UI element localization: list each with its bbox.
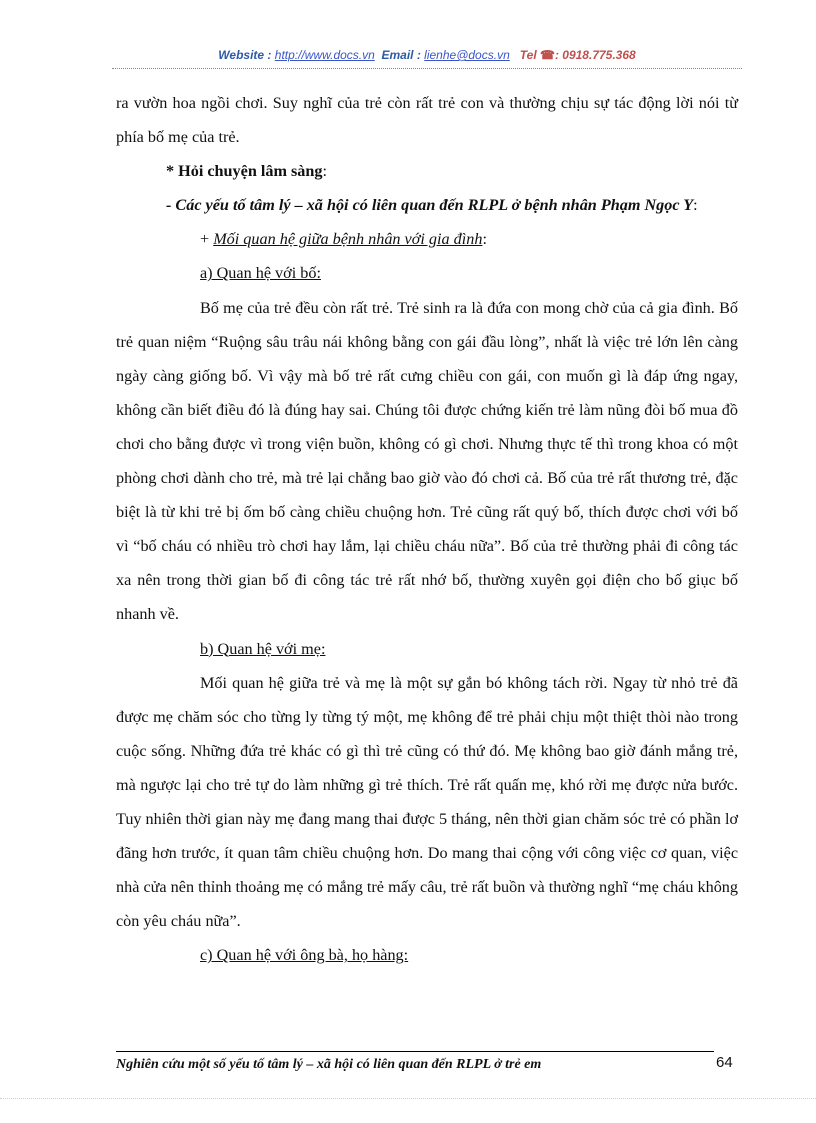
tel-value: : 0918.775.368 [554,48,636,62]
page-bottom-edge [0,1098,816,1099]
header-divider [112,68,742,69]
grandparents-heading [116,938,738,972]
grandparents-heading-text: c) Quan hệ với ông bà, họ hàng: [200,946,409,965]
footer-title: Nghiên cứu một số yếu tố tâm lý – xã hội có liên quan đến RLPL ở trẻ em [116,1057,542,1072]
phone-icon: ☎ [540,48,555,62]
page-number: 64 [716,1054,733,1071]
body-text [116,86,738,972]
email-link[interactable]: lienhe@docs.vn [424,48,510,62]
email-separator: : [413,48,425,62]
father-heading-text: a) Quan hệ với bố: [200,264,321,283]
clinical-heading-text: * Hỏi chuyện lâm sàng [166,162,323,181]
family-heading [116,222,738,256]
footer-divider [116,1051,714,1052]
intro-paragraph: ra vườn hoa ngồi chơi. Suy nghĩ của trẻ còn rất trẻ con và thường chịu sự tác động lời nói từ phía bố mẹ của trẻ. [116,94,738,147]
clinical-heading [116,154,738,188]
factors-heading-text: - Các yếu tố tâm lý – xã hội có liên quan đến RLPL ở bệnh nhân Phạm Ngọc Y [166,196,694,215]
mother-paragraph: Mối quan hệ giữa trẻ và mẹ là một sự gắn bó không tách rời. Ngay từ nhỏ trẻ đã được mẹ chăm sóc cho từng ly từng tý một, mẹ không để trẻ phải chịu một thiệt thòi nào trong cuộc sống. Những đứa trẻ khác có gì thì trẻ cũng có thứ đó. Mẹ không bao giờ đánh mắng trẻ, mà ngược lại cho trẻ tự do làm những gì trẻ thích. Trẻ rất quấn mẹ, khó rời mẹ được nửa bước. Tuy nhiên thời gian này mẹ đang mang thai được 5 tháng, nên thời gian chăm sóc trẻ có phần lơ đãng hơn trước, ít quan tâm chiều chuộng hơn. Do mang thai cộng với công việc cơ quan, việc nhà cửa nên thỉnh thoảng mẹ có mắng trẻ mấy câu, trẻ rất buồn và thường nghĩ “mẹ cháu không còn yêu cháu nữa”. [116,673,738,931]
mother-heading-text: b) Quan hệ với mẹ: [200,639,326,658]
factors-heading [116,188,738,222]
page-header [112,48,742,68]
email-label: Email [381,48,414,62]
tel-label: Tel [519,48,540,62]
father-heading [116,256,738,290]
father-paragraph: Bố mẹ của trẻ đều còn rất trẻ. Trẻ sinh ra là đứa con mong chờ của cả gia đình. Bố trẻ quan niệm “Ruộng sâu trâu nái không bằng con gái đầu lòng”, nhất là việc trẻ lớn lên càng ngày càng giống bố. Vì vậy mà bố trẻ rất cưng chiều con gái, con muốn gì là đáp ứng ngay, không cần biết điều đó là đúng hay sai. Chúng tôi được chứng kiến trẻ làm nũng đòi bố mua đồ chơi cho bằng được vì trong viện buồn, không có gì chơi. Nhưng thực tế thì trong khoa có một phòng chơi dành cho trẻ, mà trẻ lại chẳng bao giờ vào đó chơi cả. Bố của trẻ rất thương trẻ, đặc biệt là từ khi trẻ bị ốm bố càng chiều chuộng hơn. Trẻ cũng rất quý bố, thích được chơi với bố vì “bố cháu có nhiều trò chơi hay lắm, lại chiều cháu nữa”. Bố của trẻ thường phải đi công tác xa nên trong thời gian bố đi công tác trẻ rất nhớ bố, thường xuyên gọi điện cho bố giục bố nhanh về. [116,298,738,624]
family-heading-text: Mối quan hệ giữa bệnh nhân với gia đình [213,230,483,249]
family-prefix: + [200,230,214,249]
website-label: Website : [218,48,275,62]
clinical-heading-colon: : [322,162,328,181]
website-link[interactable]: http://www.docs.vn [274,48,375,62]
mother-heading [116,632,738,666]
factors-heading-colon: : [693,196,698,215]
family-heading-colon: : [482,230,487,249]
